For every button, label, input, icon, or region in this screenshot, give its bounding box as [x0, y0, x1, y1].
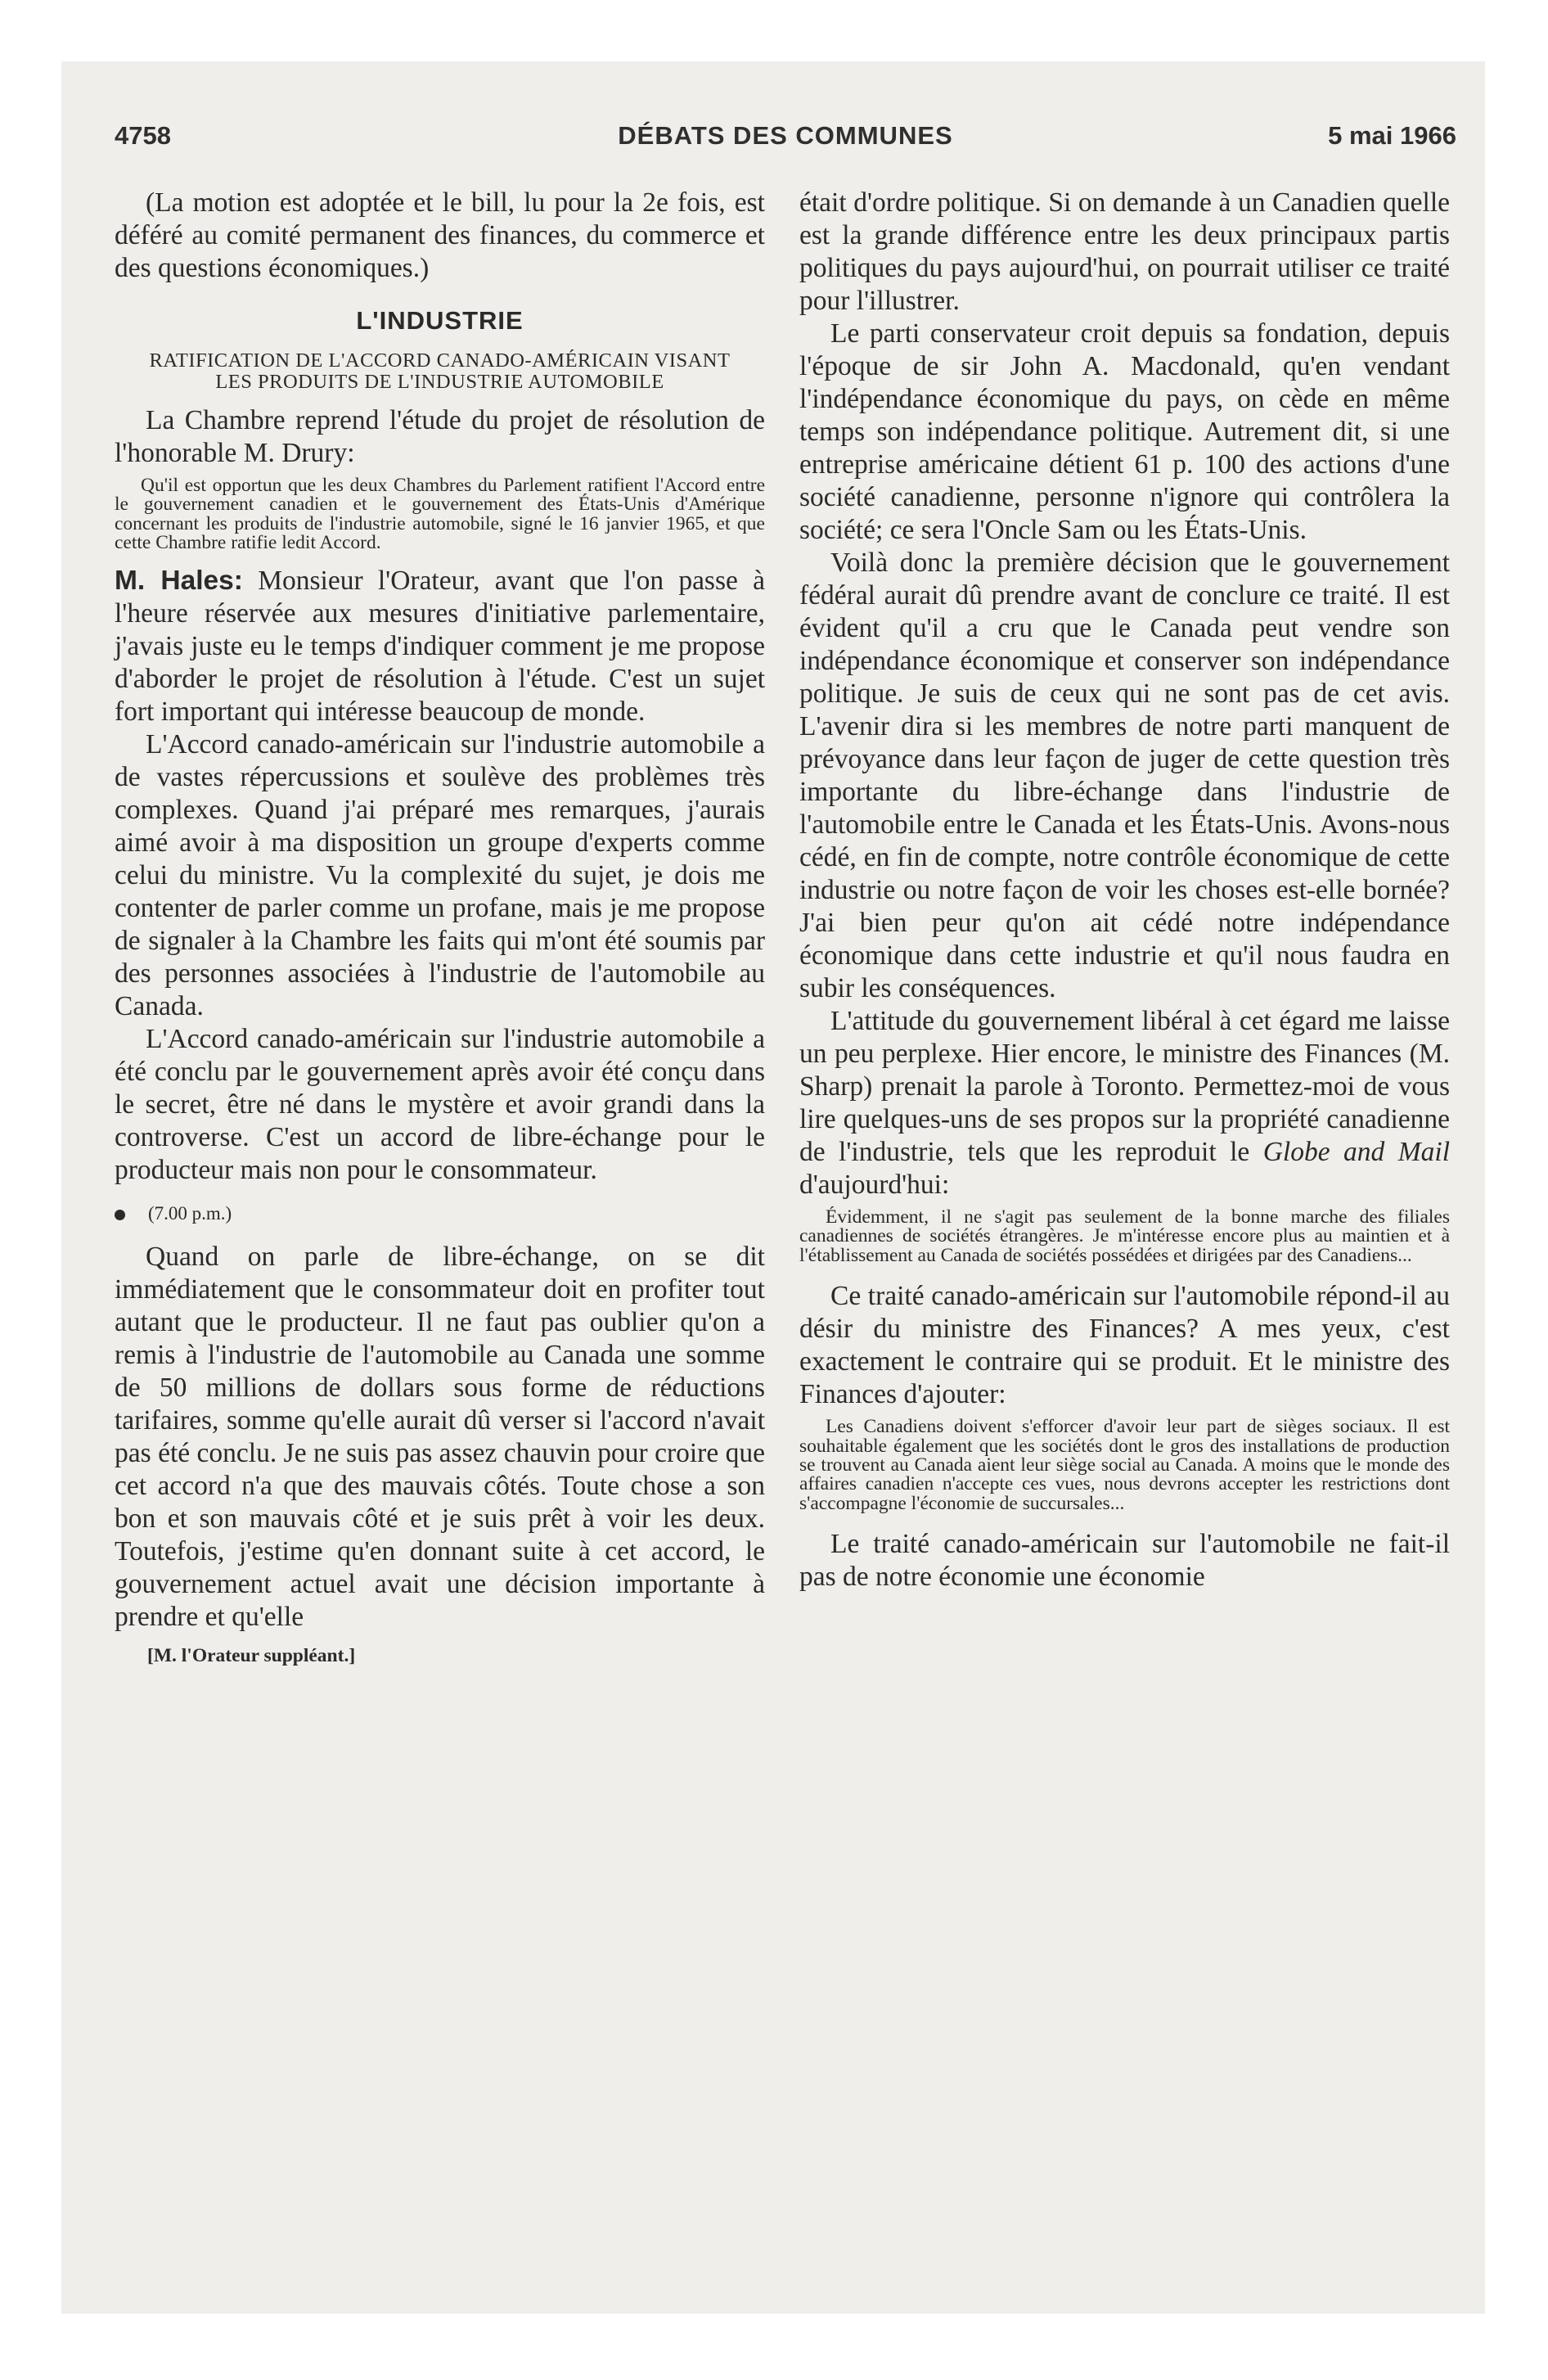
speech-paragraph-8: [799, 1005, 1450, 1201]
motion-paragraph: (La motion est adoptée et le bill, lu pour la 2e fois, est déféré au comité permanent des finances, du commerce et des questions économiques.): [115, 187, 765, 283]
speech-paragraph-8-text: L'attitude du gouvernement libéral à cet égard me laisse un peu perplexe. Hier encore, le ministre des Finances (M. Sharp) prenait la parole à Toronto. Permettez-moi de vous lire quelques-uns de ses propos sur la propriété canadienne de l'industrie, tels que les reproduit le: [799, 1006, 1450, 1167]
quote-1: Évidemment, il ne s'agit pas seulement de la bonne marche des filiales canadiennes de sociétés étrangères. Je m'intéresse encore plus au maintien et à l'établissement au Canada de sociétés possédées et dirigées par des Canadiens...: [799, 1206, 1450, 1266]
quote-2: Les Canadiens doivent s'efforcer d'avoir leur part de sièges sociaux. Il est souhaitable également que les sociétés dont le gros des installations de production se trouvent au Canada aient leur siège social au Canada. A moins que le monde des affaires canadien n'accepte ces vues, nous devrons accepter les restrictions dont s'accompagne l'économie de succursales...: [799, 1416, 1450, 1514]
bullet-icon: [115, 1210, 125, 1220]
resolution-quote: Qu'il est opportun que les deux Chambres du Parlement ratifient l'Accord entre le gouvernement canadien et le gouvernement des États-Unis d'Amérique concernant les produits de l'industrie automobile, signé le 16 janvier 1965, et que cette Chambre ratifie ledit Accord.: [115, 475, 765, 554]
right-column: [799, 187, 1450, 1593]
speech-paragraph-10: Le traité canado-américain sur l'automobile ne fait-il pas de notre économie une économie: [799, 1529, 1450, 1593]
speaker-name: M. Hales:: [115, 565, 243, 596]
presiding-officer-text: [M. l'Orateur suppléant.]: [147, 1644, 356, 1666]
journal-title: DÉBATS DES COMMUNES: [618, 121, 953, 150]
page-date: 5 mai 1966: [1328, 121, 1456, 150]
newspaper-name: Globe and Mail: [1262, 1137, 1451, 1167]
speech-paragraph-9: Ce traité canado-américain sur l'automobile répond-il au désir du ministre des Finances? A mes yeux, c'est exactement le contraire qui se produit. Et le ministre des Finances d'ajouter:: [799, 1281, 1450, 1410]
resume-paragraph: La Chambre reprend l'étude du projet de résolution de l'honorable M. Drury:: [115, 405, 765, 468]
time-stamp-row: [115, 1201, 765, 1226]
speech-paragraph-7: Voilà donc la première décision que le gouvernement fédéral aurait dû prendre avant de conclure ce traité. Il est évident qu'il a cru que le Canada peut vendre son indépendance économique et conserver son indépendance politique. Je suis de ceux qui ne sont pas de cet avis. L'avenir dira si les membres de notre parti manquent de prévoyance dans leur façon de juger de cette question très importante du libre-échange dans l'industrie de l'automobile entre le Canada et les États-Unis. Avons-nous cédé, en fin de compte, notre contrôle économique de cette industrie ou notre façon de voir les choses est-elle bornée? J'ai bien peur qu'on ait cédé notre indépendance économique dans cette industrie et qu'il nous faudra en subir les conséquences.: [799, 548, 1450, 1003]
page-header: [115, 121, 1456, 157]
speech-paragraph-3: L'Accord canado-américain sur l'industrie automobile a été conclu par le gouvernement après avoir été conçu dans le secret, être né dans le mystère et avoir grandi dans la controverse. C'est un accord de libre-échange pour le producteur mais non pour le consommateur.: [115, 1023, 765, 1185]
speech-paragraph-1: [115, 565, 765, 728]
speech-paragraph-4: Quand on parle de libre-échange, on se dit immédiatement que le consommateur doit en profiter tout autant que le producteur. Il ne faut pas oublier qu'on a remis à l'industrie de l'automobile au Canada une somme de 50 millions de dollars sous forme de réductions tarifaires, somme qu'elle aurait dû verser si l'accord n'avait pas été conclu. Je ne suis pas assez chauvin pour croire que cet accord n'a que des mauvais côtés. Toute chose a son bon et son mauvais côté et je suis prêt à voir les deux. Toutefois, j'estime qu'en donnant suite à cet accord, le gouvernement actuel avait une décision importante à prendre et qu'elle: [115, 1241, 765, 1632]
speech-paragraph-2: L'Accord canado-américain sur l'industrie automobile a de vastes répercussions et soulève des problèmes très complexes. Quand j'ai préparé mes remarques, j'aurais aimé avoir à ma disposition un groupe d'experts comme celui du ministre. Vu la complexité du sujet, je dois me contenter de parler comme un profane, mais je me propose de signaler à la Chambre les faits qui m'ont été soumis par des personnes associées à l'industrie de l'automobile au Canada.: [115, 728, 765, 1021]
left-column: [115, 187, 765, 1668]
speech-paragraph-1-text: Monsieur l'Orateur, avant que l'on passe à l'heure réservée aux mesures d'initiative parlementaire, j'avais juste eu le temps d'indiquer comment je me propose d'aborder le projet de résolution à l'étude. C'est un sujet fort important qui intéresse beaucoup de monde.: [115, 565, 766, 727]
section-title: L'INDUSTRIE: [356, 306, 524, 335]
presiding-officer-note: [147, 1643, 765, 1668]
speech-paragraph-5: était d'ordre politique. Si on demande à un Canadien quelle est la grande différence entre les deux principaux partis politiques du pays aujourd'hui, on pourrait utiliser ce traité pour l'illustrer.: [799, 187, 1450, 316]
speech-paragraph-8-end: d'aujourd'hui:: [799, 1170, 950, 1200]
subsection-title: RATIFICATION DE L'ACCORD CANADO-AMÉRICAIN VISANT LES PRODUITS DE L'INDUSTRIE AUTOMOBILE: [149, 349, 731, 393]
time-stamp: (7.00 p.m.): [148, 1202, 232, 1224]
speech-paragraph-6: Le parti conservateur croit depuis sa fondation, depuis l'époque de sir John A. Macdonald, qu'en vendant l'indépendance économique du pays, on cède en même temps son indépendance politique. Autrement dit, si une entreprise américaine détient 61 p. 100 des actions d'une société canadienne, personne n'ignore qui contrôlera la société; ce sera l'Oncle Sam ou les États-Unis.: [799, 318, 1450, 545]
page-number: 4758: [115, 121, 171, 150]
